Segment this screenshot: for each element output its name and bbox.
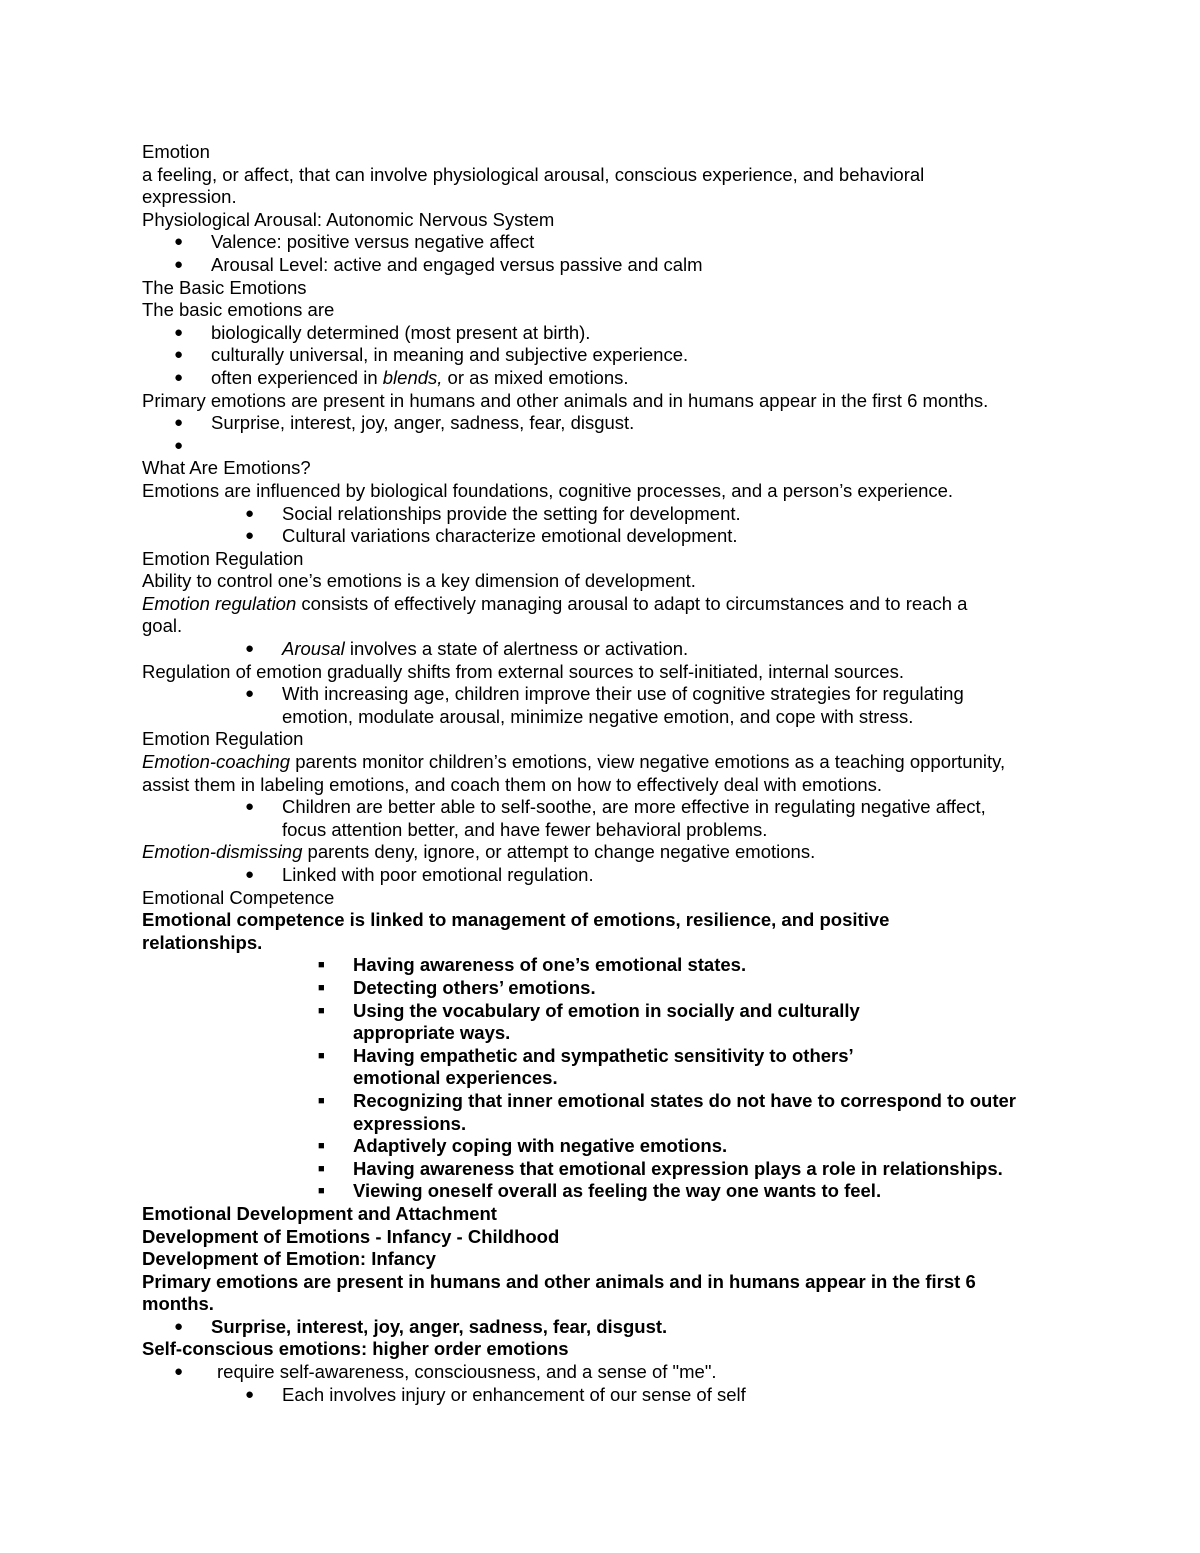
bullet-icon: ● [174,255,184,273]
list-item: ● Arousal Level: active and engaged versus passive and calm [174,253,703,275]
bullet-icon: ● [174,436,184,454]
list-item: ● Social relationships provide the setting for development. [245,502,741,524]
paragraph-bold: Emotional competence is linked to management of emotions, resilience, and positive [142,909,890,931]
list-item: ● Arousal involves a state of alertness or activation. [245,638,689,660]
square-bullet-icon: ■ [318,959,325,972]
list-item: ● biologically determined (most present at birth). [174,321,591,343]
paragraph-text: Emotion regulation consists of effectively managing arousal to adapt to circumstances and to reach a [142,592,968,614]
square-bullet-icon: ■ [318,1140,325,1153]
paragraph-text: Regulation of emotion gradually shifts from external sources to self-initiated, internal sources. [142,660,904,682]
list-item: ● With increasing age, children improve their use of cognitive strategies for regulating [245,683,964,705]
heading-basic-emotions: The Basic Emotions [142,276,307,298]
list-item: ■ Using the vocabulary of emotion in socially and culturally [318,999,860,1021]
bullet-icon: ● [174,323,184,341]
paragraph-text: Ability to control one’s emotions is a key dimension of development. [142,570,696,592]
list-item: ● Each involves injury or enhancement of our sense of self [245,1383,746,1405]
list-item: ■ Viewing oneself overall as feeling the way one wants to feel. [318,1180,882,1202]
list-item: ■ Having empathetic and sympathetic sensitivity to others’ [318,1044,854,1066]
bullet-icon: ● [245,527,255,545]
square-bullet-icon: ■ [318,1004,325,1017]
bullet-icon: ● [245,640,255,658]
list-item: ■ Detecting others’ emotions. [318,976,596,998]
paragraph-text: Emotion-dismissing parents deny, ignore, or attempt to change negative emotions. [142,841,816,863]
paragraph-bold: months. [142,1293,214,1315]
heading-bold: Development of Emotion: Infancy [142,1248,436,1270]
heading-emotional-competence: Emotional Competence [142,886,335,908]
bullet-icon: ● [174,1363,184,1381]
heading-emotion-regulation: Emotion Regulation [142,728,304,750]
list-item: ● Valence: positive versus negative affect [174,231,535,253]
bullet-icon: ● [245,798,255,816]
square-bullet-icon: ■ [318,981,325,994]
bullet-icon: ● [174,1317,184,1335]
list-item-empty [142,435,1072,458]
list-item: ■ Having awareness of one’s emotional states. [318,954,747,976]
list-item: ● culturally universal, in meaning and subjective experience. [174,344,689,366]
bullet-icon: ● [245,866,255,883]
bullet-icon: ● [245,685,255,703]
square-bullet-icon: ■ [318,1162,325,1175]
heading-what-are-emotions: What Are Emotions? [142,457,311,479]
heading-bold: Emotional Development and Attachment [142,1202,497,1224]
document-body [142,141,1072,1406]
heading-bold: Self-conscious emotions: higher order emotions [142,1338,569,1360]
list-item-continuation: emotion, modulate arousal, minimize negative emotion, and cope with stress. [282,705,914,727]
paragraph-text: Physiological Arousal: Autonomic Nervous System [142,208,555,230]
list-item: ● Surprise, interest, joy, anger, sadness, fear, disgust. [174,1315,668,1337]
list-item: ● often experienced in blends, or as mixed emotions. [174,366,629,388]
paragraph-bold: relationships. [142,931,263,953]
list-item: ● Linked with poor emotional regulation. [245,864,594,885]
heading-emotion-regulation: Emotion Regulation [142,547,304,569]
paragraph-text: a feeling, or affect, that can involve physiological arousal, conscious experience, and behavioral [142,163,925,185]
list-item: ● Cultural variations characterize emotional development. [245,525,738,547]
list-item: ● Surprise, interest, joy, anger, sadness, fear, disgust. [174,412,635,434]
list-item-continuation: emotional experiences. [353,1067,558,1089]
list-item: ■ Recognizing that inner emotional states do not have to correspond to outer [318,1089,1016,1111]
bullet-icon: ● [245,504,255,522]
list-item-continuation: focus attention better, and have fewer behavioral problems. [282,818,768,840]
paragraph-text: Primary emotions are present in humans and other animals and in humans appear in the first 6 months. [142,389,989,411]
paragraph-text: goal. [142,615,183,637]
paragraph-text: expression. [142,186,237,208]
bullet-icon: ● [174,414,184,432]
square-bullet-icon: ■ [318,1094,325,1107]
square-bullet-icon: ■ [318,1049,325,1062]
paragraph-text: Emotion-coaching parents monitor children’s emotions, view negative emotions as a teaching opportunity, [142,751,1006,773]
list-item: ● Children are better able to self-soothe, are more effective in regulating negative affect, [245,796,986,818]
paragraph-text: The basic emotions are [142,299,335,321]
list-item-continuation: expressions. [353,1112,467,1134]
list-item: ■ Having awareness that emotional expression plays a role in relationships. [318,1157,1003,1179]
bullet-icon: ● [174,368,184,386]
heading-bold: Development of Emotions - Infancy - Childhood [142,1225,560,1247]
bullet-icon: ● [245,1385,255,1403]
paragraph-text: Emotions are influenced by biological foundations, cognitive processes, and a person’s experience. [142,479,954,501]
bullet-icon: ● [174,233,184,251]
bullet-icon: ● [174,346,184,364]
paragraph-text: assist them in labeling emotions, and coach them on how to effectively deal with emotions. [142,773,883,795]
list-item-continuation: appropriate ways. [353,1022,511,1044]
paragraph-bold: Primary emotions are present in humans and other animals and in humans appear in the first 6 [142,1270,976,1292]
square-bullet-icon: ■ [318,1185,325,1198]
list-item: ■ Adaptively coping with negative emotions. [318,1135,728,1157]
heading-emotion: Emotion [142,141,210,162]
list-item: ● require self-awareness, consciousness, and a sense of "me". [174,1361,717,1383]
